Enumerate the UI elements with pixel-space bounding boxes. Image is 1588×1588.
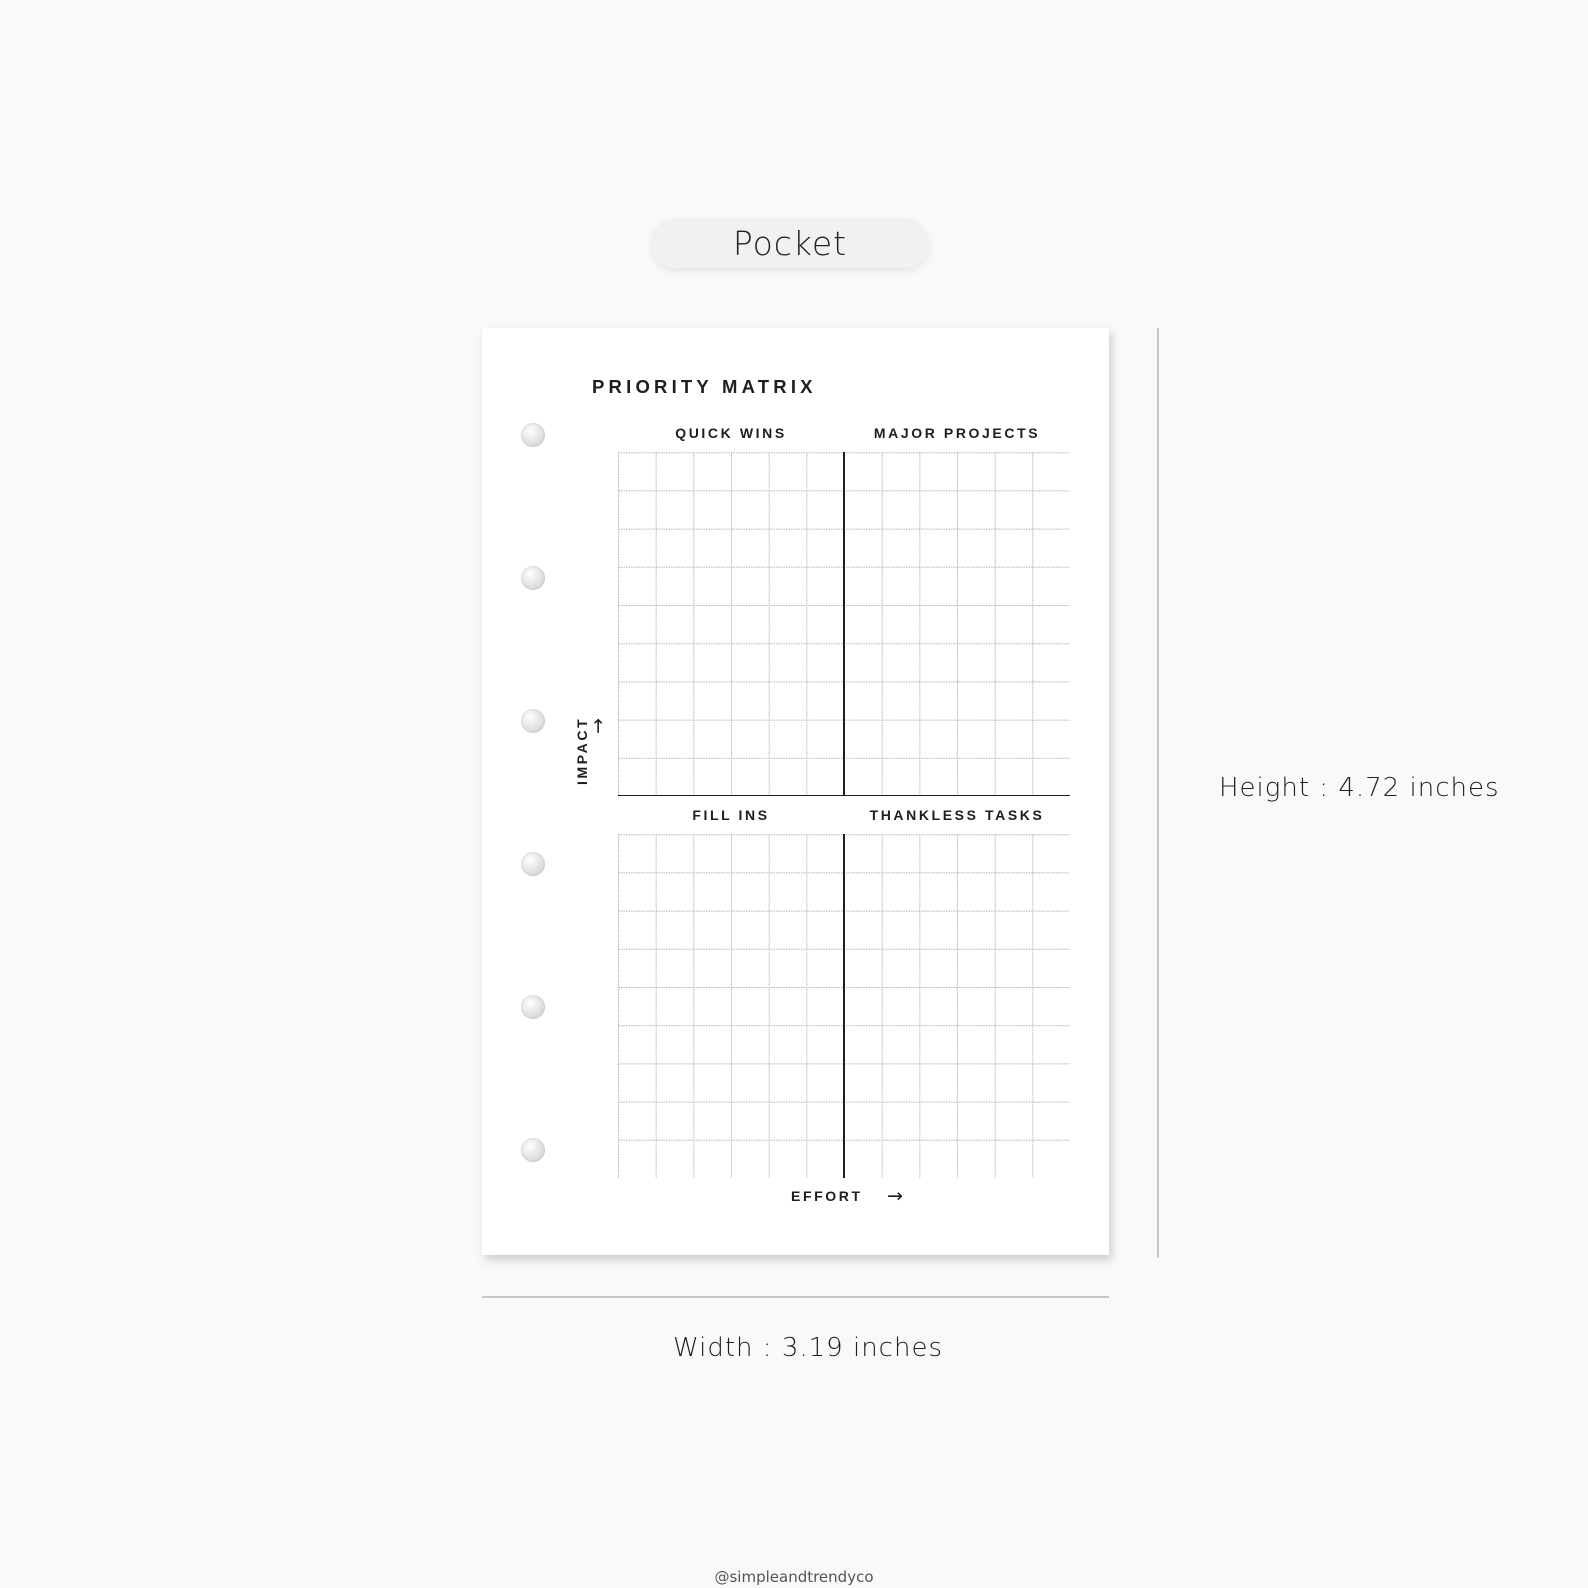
quadrant-label-thankless-tasks: THANKLESS TASKS (844, 796, 1070, 834)
credit-handle: @simpleandtrendyco (714, 1568, 874, 1586)
binder-hole (521, 423, 545, 447)
width-dimension-line (482, 1296, 1109, 1298)
x-axis-label: EFFORT (791, 1188, 863, 1204)
binder-hole (521, 1138, 545, 1162)
effort-arrow-icon: → (887, 1185, 903, 1207)
quadrant-label-major-projects: MAJOR PROJECTS (844, 414, 1070, 452)
width-dimension-text: Width : 3.19 inches (673, 1333, 943, 1363)
y-axis-label: IMPACT (574, 716, 590, 785)
size-label: Pocket (732, 223, 848, 263)
priority-matrix (618, 414, 1070, 1178)
height-dimension-text: Height : 4.72 inches (1219, 773, 1500, 803)
quadrant-label-quick-wins: QUICK WINS (618, 414, 844, 452)
impact-arrow-glyph: → (586, 718, 609, 734)
binder-hole (521, 709, 545, 733)
binder-hole (521, 852, 545, 876)
height-dimension-line (1157, 328, 1159, 1258)
planner-page (482, 328, 1109, 1255)
binder-hole (521, 566, 545, 590)
binder-hole (521, 995, 545, 1019)
page-title: PRIORITY MATRIX (592, 376, 817, 397)
quadrant-label-fill-ins: FILL INS (618, 796, 844, 834)
size-badge (651, 218, 929, 268)
